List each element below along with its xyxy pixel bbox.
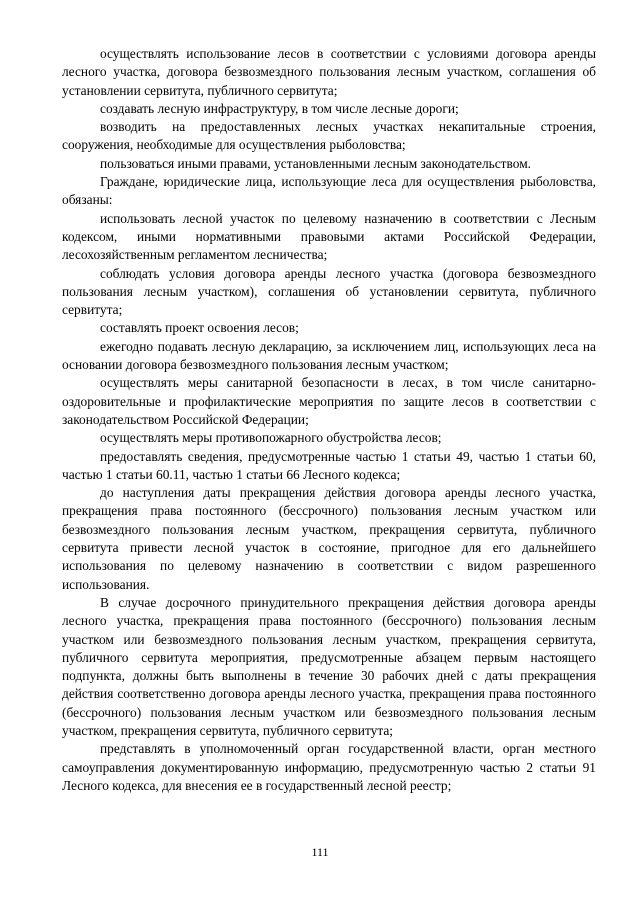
paragraph: представлять в уполномоченный орган государственной власти, орган местного самоуправления документированную информацию, предусмотренную частью 2 статьи 91 Лесного кодекса, для внесения ее в государственный лесной реестр;: [62, 741, 596, 793]
paragraph: составлять проект освоения лесов;: [100, 320, 299, 336]
paragraph: ежегодно подавать лесную декларацию, за исключением лиц, использующих леса на основании договора безвозмездного пользования лесным участком;: [62, 338, 596, 373]
paragraph: соблюдать условия договора аренды лесного участка (договора безвозмездного пользования лесным участком), соглашения об установлении сервитута, публичного сервитута;: [62, 265, 596, 318]
paragraph: до наступления даты прекращения действия договора аренды лесного участка, прекращения права постоянного (бессрочного) пользования лесным участком или безвозмездного пользования лесным участком, прекращения сервитута, публичного сервитута привести лесной участок в состояние, пригодное для его дальнейшего использования по целевому назначению в соответствии с видом разрешенного использования.: [62, 485, 596, 592]
page-number: 111: [311, 845, 329, 859]
paragraph: осуществлять меры противопожарного обустройства лесов;: [100, 430, 442, 446]
paragraph: Граждане, юридические лица, использующие леса для осуществления рыболовства, обязаны:: [62, 174, 596, 208]
paragraph: осуществлять меры санитарной безопасности в лесах, в том числе санитарно-оздоровительные и профилактические мероприятия по защите лесов в соответствии с законодательством Российской Федерации;: [62, 375, 596, 427]
paragraph: предоставлять сведения, предусмотренные частью 1 статьи 49, частью 1 статьи 60, частью 1 статьи 60.11, частью 1 статьи 66 Лесного кодекса;: [62, 448, 596, 482]
paragraph: создавать лесную инфраструктуру, в том числе лесные дороги;: [100, 100, 459, 116]
paragraph: В случае досрочного принудительного прекращения действия договора аренды лесного участка, прекращения права постоянного (бессрочного) пользования лесным участком или безвозмездного пользования лесным участком, прекращения сервитута, публичного сервитута мероприятия, предусмотренные абзацем первым настоящего подпункта, должны быть выполнены в течение 30 рабочих дней с даты прекращения действия соответственно договора аренды лесного участка, прекращения права постоянного (бессрочного) пользования лесным участком или безвозмездного пользования лесным участком, прекращения сервитута, публичного сервитута;: [62, 594, 596, 738]
paragraph: пользоваться иными правами, установленными лесным законодательством.: [100, 155, 532, 171]
paragraph: возводить на предоставленных лесных участках некапитальные строения, сооружения, необходимые для осуществления рыболовства;: [62, 119, 596, 153]
paragraph: осуществлять использование лесов в соответствии с условиями договора аренды лесного участка, договора безвозмездного пользования лесным участком, соглашения об установлении сервитута, публичного сервитута;: [62, 46, 596, 98]
document-body: [62, 45, 596, 795]
paragraph: использовать лесной участок по целевому назначению в соответствии с Лесным кодексом, иными нормативными правовыми актами Российской Федерации, лесохозяйственным регламентом лесничества;: [62, 210, 596, 263]
